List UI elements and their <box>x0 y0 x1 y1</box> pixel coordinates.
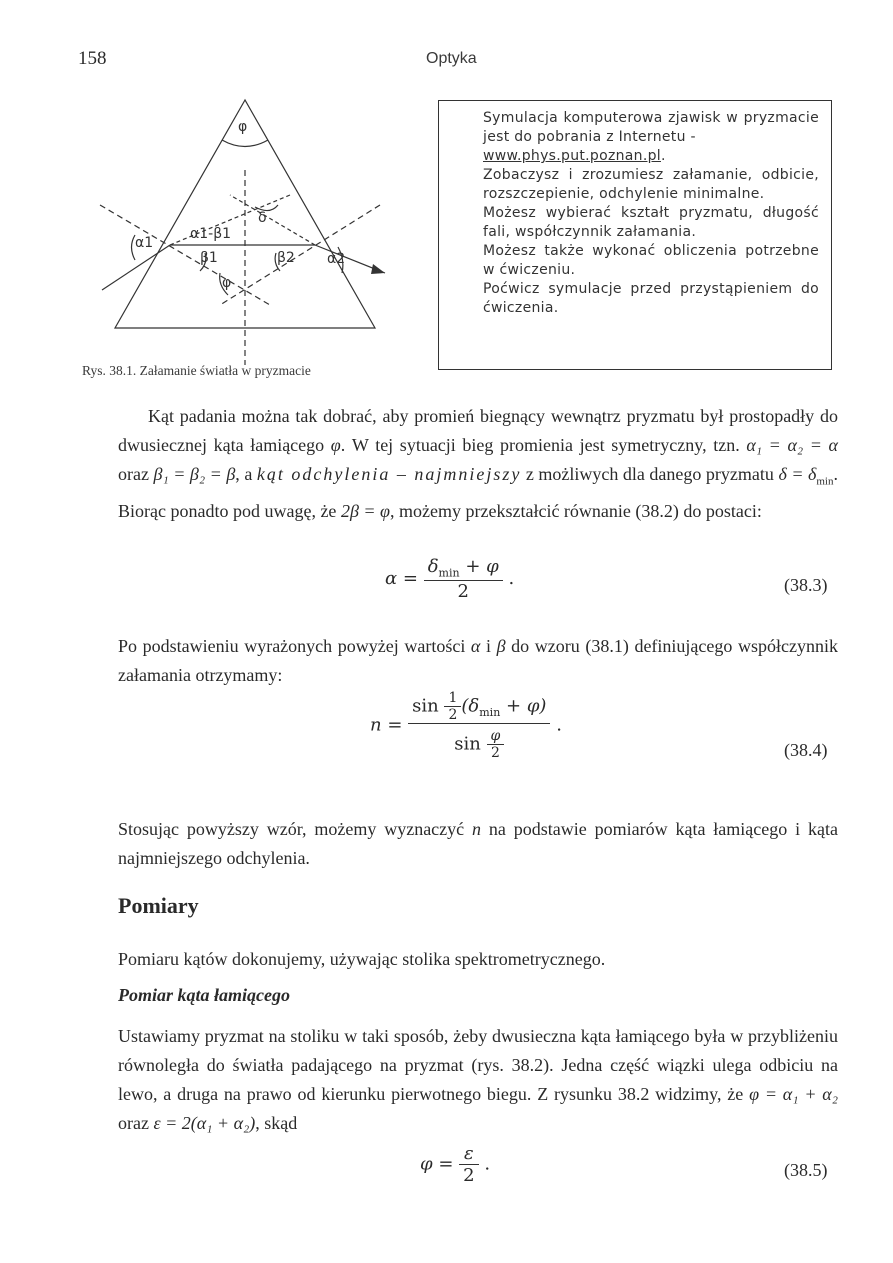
extension-right <box>230 195 315 245</box>
running-title: Optyka <box>426 50 477 67</box>
equation-38-3: α = $\frac{\delta_{min} + \varphi}{2}$ . <box>385 556 515 602</box>
subsection-heading: Pomiar kąta łamiącego <box>118 985 290 1005</box>
label-alpha2: α2 <box>327 251 346 267</box>
apex-angle-arc <box>222 140 268 147</box>
sidebox-paragraph-2: Zobaczysz i zrozumiesz załamanie, odbicie, rozszczepienie, odchylenie minimalne. <box>483 167 819 202</box>
arrow-head-icon <box>371 264 385 274</box>
incident-ray <box>102 245 170 290</box>
label-delta: δ <box>258 210 267 226</box>
sidebox-paragraph-3: Możesz wybierać kształt pryzmatu, długość fali, współczynnik załamania. <box>483 205 819 240</box>
equation-38-4: n = sin $\frac{1}{2}$ $(\delta_{min} + \varphi)$ sin $\frac{\varphi}{2}$ . <box>370 690 562 761</box>
label-phi-top: φ <box>238 119 248 135</box>
paragraph-2: Po podstawieniu wyrażonych powyżej wartości α i β do wzoru (38.1) definiującego współczynnik załamania otrzymamy: <box>118 636 838 685</box>
page-number: 158 <box>78 48 107 69</box>
simulation-info-box <box>438 100 832 370</box>
sidebox-paragraph-4: Możesz także wykonać obliczenia potrzebne w ćwiczeniu. <box>483 243 819 278</box>
label-beta2: β2 <box>277 250 295 266</box>
equation-38-5: φ = $\frac{\varepsilon}{2}$ . <box>420 1143 491 1186</box>
paragraph-1: Kąt padania można tak dobrać, aby promień biegnący wewnątrz pryzmatu był prostopadły do dwusiecznej kąta łamiącego φ. W tej sytuacji bieg promienia jest symetryczny, tzn. α₁ = α₂ = α oraz β₁ = β₂ = β, a kąt odchylenia – najmniejszy z możliwych dla danego pryzmatu $\delta = \delta_{min}$. Biorąc ponadto pod uwagę, że 2β = φ, możemy przekształcić równanie (38.2) do postaci: <box>118 406 838 521</box>
equation-number-38-3: (38.3) <box>784 575 828 595</box>
paragraph-4: Pomiaru kątów dokonujemy, używając stolika spektrometrycznego. <box>118 949 606 969</box>
label-alpha1: α1 <box>135 235 154 251</box>
label-alpha1-beta1: α1-β1 <box>190 226 232 242</box>
simulation-link[interactable]: www.phys.put.poznan.pl <box>483 148 661 164</box>
equation-number-38-5: (38.5) <box>784 1160 828 1180</box>
equation-number-38-4: (38.4) <box>784 740 828 760</box>
label-phi-bottom: φ <box>222 275 232 291</box>
section-heading: Pomiary <box>118 893 199 918</box>
figure-caption: Rys. 38.1. Załamanie światła w pryzmacie <box>82 363 311 378</box>
paragraph-5: Ustawiamy pryzmat na stoliku w taki sposób, żeby dwusieczna kąta łamiącego była w przybliżeniu równoległa do światła padającego na pryzmat (rys. 38.2). Jedna część wiązki ulega odbiciu na lewo, a druga na prawo od kierunku pierwotnego biegu. Z rysunku 38.2 widzimy, że φ = α₁ + α₂ oraz ε = 2(α₁ + α₂), skąd <box>118 1026 838 1133</box>
paragraph-3: Stosując powyższy wzór, możemy wyznaczyć n na podstawie pomiarów kąta łamiącego i kąta najmniejszego odchylenia. <box>118 819 838 868</box>
prism-diagram <box>80 95 420 365</box>
sidebox-paragraph-5: Poćwicz symulacje przed przystąpieniem do ćwiczenia. <box>483 281 819 316</box>
sidebox-paragraph-1: Symulacja komputerowa zjawisk w pryzmacie jest do pobrania z Internetu - www.phys.put.poznan.pl. <box>483 110 819 164</box>
label-beta1: β1 <box>200 250 218 266</box>
normal-right <box>220 205 380 305</box>
